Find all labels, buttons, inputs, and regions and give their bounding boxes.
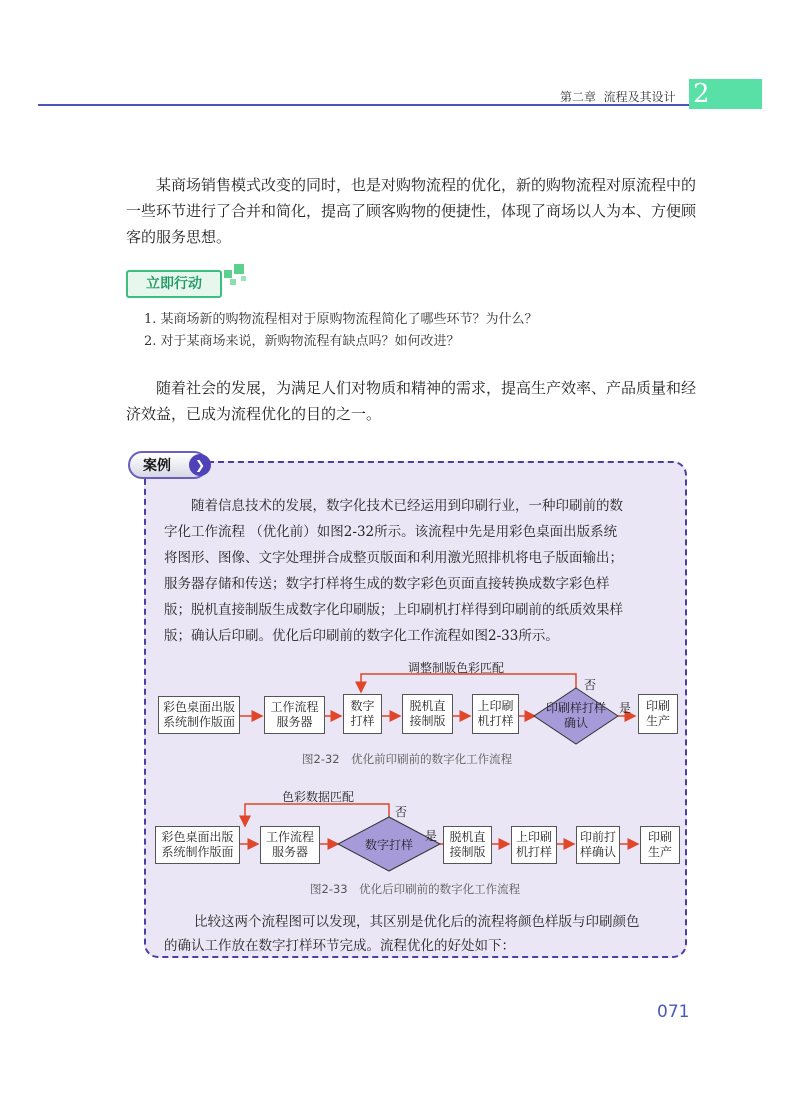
flow-step [264, 696, 325, 734]
chapter-number: 2 [693, 79, 710, 109]
flow-step [576, 826, 620, 864]
flow-step [260, 826, 320, 864]
flow-end [638, 694, 678, 734]
action-label: 立即行动 [146, 276, 202, 292]
decision-label [534, 701, 618, 731]
step-line: 接制版 [409, 714, 446, 728]
chevron-right-icon: ❯ [189, 454, 211, 476]
step-line: 机打样 [477, 714, 514, 728]
step-line: 生产 [647, 845, 672, 859]
flow-step [402, 694, 453, 734]
yes-label: 是 [619, 701, 632, 715]
step-line: 服务器 [271, 845, 308, 859]
case-closing-paragraph [164, 910, 684, 958]
no-label: 否 [584, 678, 597, 692]
case-line: 版；脱机直接制版生成数字化印刷版；上印刷机打样得到印刷前的纸质效果样 [164, 602, 623, 618]
decision-line: 确认 [563, 716, 588, 730]
flow-step [443, 826, 492, 864]
loop-label: 调整制版色彩匹配 [408, 661, 505, 675]
intro-line: 一些环节进行了合并和简化，提高了顾客购物的便捷性，体现了商场以人为本、方便顾 [126, 202, 697, 220]
step-line: 上印刷 [515, 830, 552, 844]
step-line: 印刷 [647, 830, 672, 844]
page-number: 071 [657, 1002, 690, 1022]
loop-label: 色彩数据匹配 [282, 790, 355, 804]
step-line: 脱机直 [449, 830, 486, 844]
step-line: 生产 [645, 714, 670, 728]
closing-line: 的确认工作放在数字打样环节完成。流程优化的好处如下： [164, 938, 515, 954]
step-line: 接制版 [449, 845, 486, 859]
case-line: 将图形、图像、文字处理拼合成整页版面和利用激光照排机将电子版面输出； [164, 550, 623, 566]
closing-line: 比较这两个流程图可以发现，其区别是优化后的流程将颜色样版与印刷颜色 [194, 914, 640, 930]
flow-step [155, 826, 240, 864]
decision-label: 数字打样 [364, 838, 413, 852]
chapter-title: 流程及其设计 [603, 90, 676, 104]
no-label: 否 [395, 805, 408, 819]
flow-step [343, 694, 382, 734]
step-line: 服务器 [276, 715, 313, 729]
development-line: 济效益，已成为流程优化的目的之一。 [126, 405, 382, 423]
step-line: 印刷 [645, 699, 670, 713]
flow-step [472, 694, 519, 734]
chapter-label: 第二章 [560, 90, 597, 104]
case-line: 版；确认后印刷。优化后印刷前的数字化工作流程如图2-33所示。 [164, 628, 559, 644]
step-line: 样确认 [579, 845, 616, 859]
flow-end [640, 826, 680, 864]
step-line: 彩色桌面出版 [162, 700, 235, 714]
development-line: 随着社会的发展，为满足人们对物质和精神的需求，提高生产效率、产品质量和经 [156, 379, 697, 397]
case-line: 随着信息技术的发展，数字化技术已经运用到印刷行业，一种印刷前的数 [191, 498, 623, 514]
action-question: 2. 对于某商场来说，新购物流程有缺点吗？如何改进？ [144, 334, 460, 349]
case-label: 案例 [143, 458, 171, 474]
step-line: 彩色桌面出版 [161, 830, 234, 844]
action-question: 1. 某商场新的购物流程相对于原购物流程简化了哪些环节？为什么？ [144, 312, 538, 327]
yes-label: 是 [425, 829, 438, 843]
decision-line: 印刷样打样 [545, 701, 606, 715]
step-line: 系统制作版面 [161, 845, 234, 859]
step-line: 印前打 [579, 830, 616, 844]
step-line: 数字 [350, 699, 375, 713]
step-line: 打样 [350, 714, 375, 728]
case-line: 字化工作流程 （优化前）如图2-32所示。该流程中先是用彩色桌面出版系统 [164, 524, 618, 540]
intro-line: 某商场销售模式改变的同时，也是对购物流程的优化，新的购物流程对原流程中的 [156, 176, 697, 194]
step-line: 系统制作版面 [162, 715, 235, 729]
step-line: 上印刷 [477, 699, 514, 713]
figure-caption: 图2-33 优化后印刷前的数字化工作流程 [310, 882, 521, 896]
intro-line: 客的服务思想。 [126, 228, 232, 246]
step-line: 机打样 [515, 845, 552, 859]
flow-step [511, 826, 557, 864]
step-line: 脱机直 [409, 699, 446, 713]
step-line: 工作流程 [265, 830, 314, 844]
step-line: 工作流程 [270, 700, 319, 714]
figure-caption: 图2-32 优化前印刷前的数字化工作流程 [302, 752, 513, 766]
flow-step [158, 696, 240, 734]
case-line: 服务器存储和传送；数字打样将生成的数字彩色页面直接转换成数字彩色样 [164, 576, 610, 592]
